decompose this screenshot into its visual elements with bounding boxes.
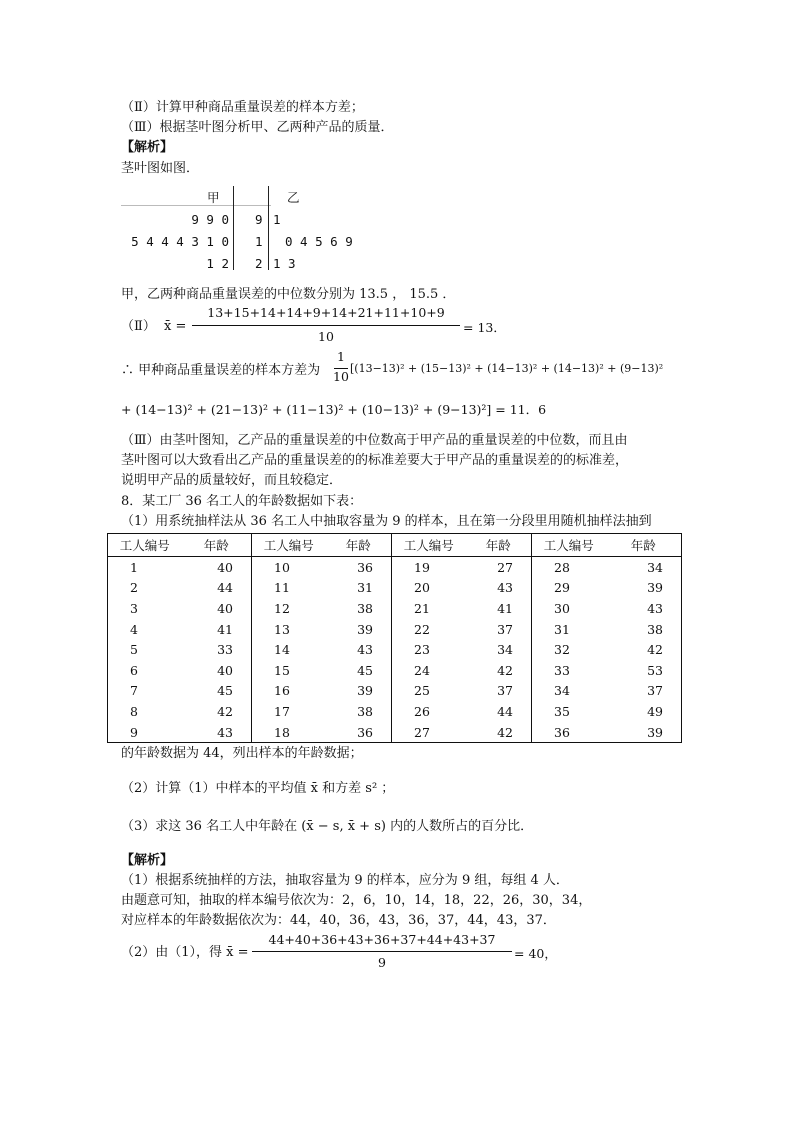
worker-age-cell: 41: [466, 598, 532, 619]
worker-id-cell: 16: [274, 683, 290, 699]
worker-id-cell: 21: [414, 600, 430, 616]
age-table-header-cell: 年龄: [326, 534, 392, 557]
worker-age-cell: 42: [466, 722, 532, 743]
variance-prefix: ∴ 甲种商品重量误差的样本方差为: [121, 363, 321, 378]
diagram-top-line: [121, 205, 271, 206]
worker-age-cell: 36: [326, 722, 392, 743]
leaf-right-row-3: 1 3: [273, 256, 296, 271]
worker-id-cell: 11: [274, 580, 290, 596]
worker-age-cell: 42: [466, 660, 532, 681]
worker-age-cell: 37: [647, 683, 663, 699]
worker-id-cell: 5: [130, 642, 138, 658]
worker-id-cell: 1: [130, 559, 138, 575]
mean-numerator: 13+15+14+14+9+14+21+11+10+9: [207, 305, 445, 320]
worker-id-cell: 34: [554, 683, 570, 699]
worker-id-cell: 25: [414, 683, 430, 699]
worker-id-cell: 4: [130, 621, 138, 637]
worker-age-cell: 33: [182, 639, 252, 660]
age-table: [107, 533, 682, 743]
leaf-right-row-2: 0 4 5 6 9: [285, 234, 353, 249]
worker-age-cell: 43: [182, 722, 252, 743]
answer-1: （1）根据系统抽样的方法，抽取容量为 9 的样本，应分为 9 组，每组 4 人．: [121, 873, 569, 888]
answer-3: 对应样本的年龄数据依次为：44，40，36，43，36，37，44，43，37．: [121, 913, 556, 928]
answer-4-prefix: （2）由（1），得 x̄ =: [121, 945, 249, 960]
worker-age-cell: 41: [182, 619, 252, 640]
worker-id-cell: 19: [414, 559, 430, 575]
worker-id-cell: 32: [554, 642, 570, 658]
worker-id-cell: 22: [414, 621, 430, 637]
variance-line-2: + (14−13)² + (21−13)² + (11−13)² + (10−13)² + (9−13)²] = 11．6: [121, 402, 547, 417]
problem-8-title: 8．某工厂 36 名工人的年龄数据如下表：: [121, 494, 363, 509]
question-3: （Ⅲ）根据茎叶图分析甲、乙两种产品的质量．: [121, 120, 394, 135]
age-table-header-cell: 年龄: [606, 534, 682, 557]
age-table-row: [108, 660, 682, 681]
worker-age-cell: 31: [326, 578, 392, 599]
stem-row-3: 2: [255, 256, 263, 271]
worker-id-cell: 30: [554, 600, 570, 616]
mean-result: = 13．: [463, 320, 506, 335]
answer-4-fraction-bar: [252, 951, 512, 952]
age-table-header-cell: 工人编号: [108, 534, 182, 557]
age-table-header-cell: 年龄: [182, 534, 252, 557]
worker-id-cell: 23: [414, 642, 430, 658]
worker-age-cell: 45: [326, 660, 392, 681]
worker-age-cell: 39: [326, 619, 392, 640]
worker-age-cell: 42: [647, 642, 663, 658]
worker-id-cell: 33: [554, 662, 570, 678]
worker-age-cell: 38: [326, 701, 392, 722]
worker-age-cell: 44: [182, 578, 252, 599]
worker-age-cell: 37: [466, 619, 532, 640]
age-table-row: [108, 578, 682, 599]
stem-right-header: 乙: [287, 190, 300, 205]
median-text: 甲，乙两种商品重量误差的中位数分别为 13.5 ， 15.5 ．: [121, 287, 456, 302]
worker-id-cell: 27: [414, 724, 430, 740]
stem-row-2: 1: [255, 234, 263, 249]
worker-id-cell: 31: [554, 621, 570, 637]
worker-id-cell: 24: [414, 662, 430, 678]
worker-id-cell: 18: [274, 724, 290, 740]
stem-row-1: 9: [255, 212, 263, 227]
answer-4-numerator: 44+40+36+43+36+37+44+43+37: [268, 932, 496, 947]
worker-id-cell: 3: [130, 600, 138, 616]
worker-age-cell: 39: [647, 724, 663, 740]
worker-age-cell: 39: [326, 681, 392, 702]
problem-8-q3: （3）求这 36 名工人中年龄在 (x̄ − s, x̄ + s) 内的人数所占的百分比．: [121, 819, 534, 834]
worker-age-cell: 43: [466, 578, 532, 599]
worker-age-cell: 38: [647, 621, 663, 637]
worker-age-cell: 53: [647, 662, 663, 678]
worker-age-cell: 40: [182, 660, 252, 681]
problem-8-q1-cont: 的年龄数据为 44，列出样本的年龄数据；: [121, 746, 363, 761]
stem-right-divider: [268, 186, 269, 270]
leaf-right-row-1: 1: [273, 212, 281, 227]
age-table-row: [108, 557, 682, 578]
age-table-header-cell: 工人编号: [252, 534, 326, 557]
worker-id-cell: 15: [274, 662, 290, 678]
worker-id-cell: 35: [554, 703, 570, 719]
age-table-row: [108, 598, 682, 619]
worker-id-cell: 2: [130, 580, 138, 596]
worker-id-cell: 12: [274, 600, 290, 616]
worker-id-cell: 6: [130, 662, 138, 678]
mean-denominator: 10: [318, 329, 334, 344]
worker-id-cell: 17: [274, 703, 290, 719]
stem-left-divider: [233, 186, 234, 270]
worker-id-cell: 10: [274, 559, 290, 575]
worker-id-cell: 8: [130, 703, 138, 719]
answer-4-denominator: 9: [378, 955, 386, 970]
worker-age-cell: 44: [466, 701, 532, 722]
worker-id-cell: 26: [414, 703, 430, 719]
worker-age-cell: 40: [182, 598, 252, 619]
age-table-row: [108, 701, 682, 722]
worker-age-cell: 40: [182, 557, 252, 578]
worker-age-cell: 37: [466, 681, 532, 702]
worker-age-cell: 34: [647, 559, 663, 575]
answer-2: 由题意可知，抽取的样本编号依次为：2，6，10，14，18，22，26，30，34，: [121, 893, 592, 908]
stem-intro: 茎叶图如图．: [121, 161, 200, 176]
worker-age-cell: 34: [466, 639, 532, 660]
analysis-label: 【解析】: [121, 140, 174, 155]
age-table-header-cell: 年龄: [466, 534, 532, 557]
leaf-left-row-2: 5 4 4 4 3 1 0: [131, 234, 229, 249]
stem-left-header: 甲: [207, 190, 220, 205]
problem-8-q1: （1）用系统抽样法从 36 名工人中抽取容量为 9 的样本，且在第一分段里用随机抽样法抽到: [121, 514, 652, 529]
worker-id-cell: 14: [274, 642, 290, 658]
worker-id-cell: 29: [554, 580, 570, 596]
conclusion-line-1: （Ⅲ）由茎叶图知，乙产品的重量误差的中位数高于甲产品的重量误差的中位数，而且由: [121, 433, 628, 448]
worker-age-cell: 27: [466, 557, 532, 578]
worker-id-cell: 13: [274, 621, 290, 637]
answer-4-result: = 40，: [514, 946, 557, 961]
worker-age-cell: 39: [647, 580, 663, 596]
worker-id-cell: 7: [130, 683, 138, 699]
worker-id-cell: 9: [130, 724, 138, 740]
age-table-row: [108, 639, 682, 660]
age-table-header-cell: 工人编号: [392, 534, 466, 557]
worker-age-cell: 43: [647, 600, 663, 616]
mean-fraction-bar: [192, 325, 460, 326]
problem-8-q2: （2）计算（1）中样本的平均值 x̄ 和方差 s² ；: [121, 781, 395, 796]
worker-id-cell: 20: [414, 580, 430, 596]
analysis-label-2: 【解析】: [121, 853, 174, 868]
age-table-row: [108, 681, 682, 702]
worker-age-cell: 42: [182, 701, 252, 722]
age-table-header: [108, 534, 682, 557]
worker-age-cell: 38: [326, 598, 392, 619]
conclusion-line-3: 说明甲产品的质量较好，而且较稳定．: [121, 473, 343, 488]
variance-frac-num: 1: [337, 349, 345, 364]
age-table-header-cell: 工人编号: [532, 534, 606, 557]
worker-id-cell: 28: [554, 559, 570, 575]
conclusion-line-2: 茎叶图可以大致看出乙产品的重量误差的的标准差要大于甲产品的重量误差的的标准差，: [121, 453, 629, 468]
worker-age-cell: 43: [326, 639, 392, 660]
variance-line-1: [(13−13)² + (15−13)² + (14−13)² + (14−13)² + (9−13)²: [350, 362, 664, 375]
age-table-row: [108, 722, 682, 743]
worker-age-cell: 49: [647, 703, 663, 719]
question-2: （Ⅱ）计算甲种商品重量误差的样本方差；: [121, 100, 364, 115]
variance-frac-den: 10: [333, 369, 349, 384]
mean-prefix: （Ⅱ） x̄ =: [121, 319, 187, 334]
worker-age-cell: 45: [182, 681, 252, 702]
leaf-left-row-3: 1 2: [206, 256, 229, 271]
age-table-row: [108, 619, 682, 640]
leaf-left-row-1: 9 9 0: [191, 212, 229, 227]
worker-age-cell: 36: [326, 557, 392, 578]
worker-id-cell: 36: [554, 724, 570, 740]
